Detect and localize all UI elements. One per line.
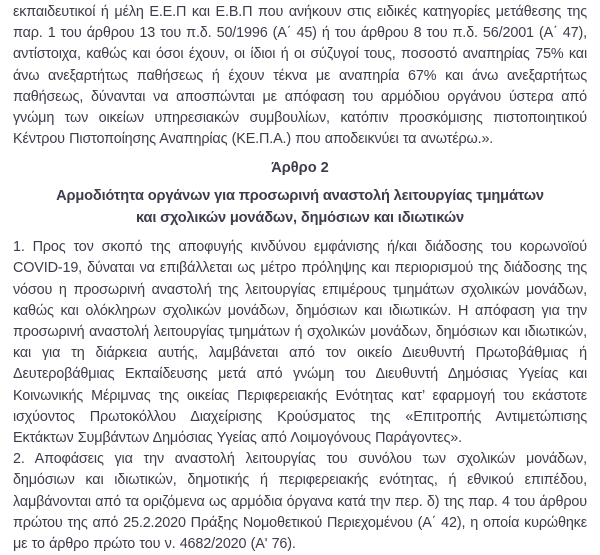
article-title: Άρθρο 2 xyxy=(271,160,329,177)
paragraph-2: 2. Αποφάσεις για την αναστολή λειτουργίας του συνόλου των σχολικών μονάδων, δημόσιων και ιδιωτικών, δημοτικής ή περιφερειακής ενότητας, ή εθνικού επιπέδου, λαμβάνονται από τα οριζόμενα ως αρμόδια όργανα κατά την περ. δ) της παρ. 4 του άρθρου πρώτου της από 25.2.2020 Πράξης Νομοθετικού Περιεχομένου (Α΄ 42), η οποία κυρώθηκε με το άρθρο πρώτο του ν. 4682/2020 (Α' 76). xyxy=(13,451,587,553)
intro-paragraph: εκπαιδευτικοί ή μέλη Ε.Ε.Π και Ε.Β.Π που ανήκουν στις ειδικές κατηγορίες μετάθεσης της παρ. 1 του άρθρου 13 του π.δ. 50/1996 (Α΄ 45) ή του άρθρου 8 του π.δ. 56/2001 (Α΄ 47), αντίστοιχα, καθώς και όσοι έχουν, οι ίδιοι ή οι σύζυγοί τους, ποσοστό αναπηρίας 75% και άνω ανεξαρτήτως παθήσεως ή έχουν τέκνα με αναπηρία 67% και άνω ανεξαρτήτως παθήσεως, δύνανται να αποσπώνται με απόφαση του αρμόδιου οργάνου ύστερα από γνώμη των οικείων υπηρεσιακών συμβουλίων, κατόπιν προσκόμισης πιστοποιητικού Κέντρου Πιστοποίησης Αναπηρίας (ΚΕ.Π.Α.) που αποδεικνύει τα ανωτέρω.». xyxy=(13,4,587,148)
article-subtitle: Αρμοδιότητα οργάνων για προσωρινή αναστολή λειτουργίας τμημάτων και σχολικών μονάδων, δημόσιων και ιδιωτικών xyxy=(56,188,544,226)
paragraph-1: 1. Προς τον σκοπό της αποφυγής κινδύνου εμφάνισης ή/και διάδοσης του κορωνοϊού COVID-19, δύναται να επιβάλλεται ως μέτρο πρόληψης και περιορισμού της διάδοσης της νόσου η προσωρινή αναστολή της λειτουργίας επιμέρους τμημάτων σχολικών μονάδων, καθώς και ολόκληρων σχολικών μονάδων, δημόσιων και ιδιωτικών. Η απόφαση για την προσωρινή αναστολή λειτουργίας τμημάτων ή σχολικών μονάδων, δημόσιων και ιδιωτικών, και για τη διάρκεια αυτής, λαμβάνεται από τον οικείο Διευθυντή Πρωτοβάθμιας ή Δευτεροβάθμιας Εκπαίδευσης μετά από γνώμη του Διευθυντή Δημόσιας Υγείας και Κοινωνικής Μέριμνας της οικείας Περιφερειακής Ενότητας κατ’ εφαρμογή του εκάστοτε ισχύοντος Πρωτοκόλλου Διαχείρισης Κρούσματος της «Επιτροπής Αντιμετώπισης Εκτάκτων Συμβάντων Δημόσιας Υγείας από Λοιμογόνους Παράγοντες». xyxy=(13,239,587,447)
